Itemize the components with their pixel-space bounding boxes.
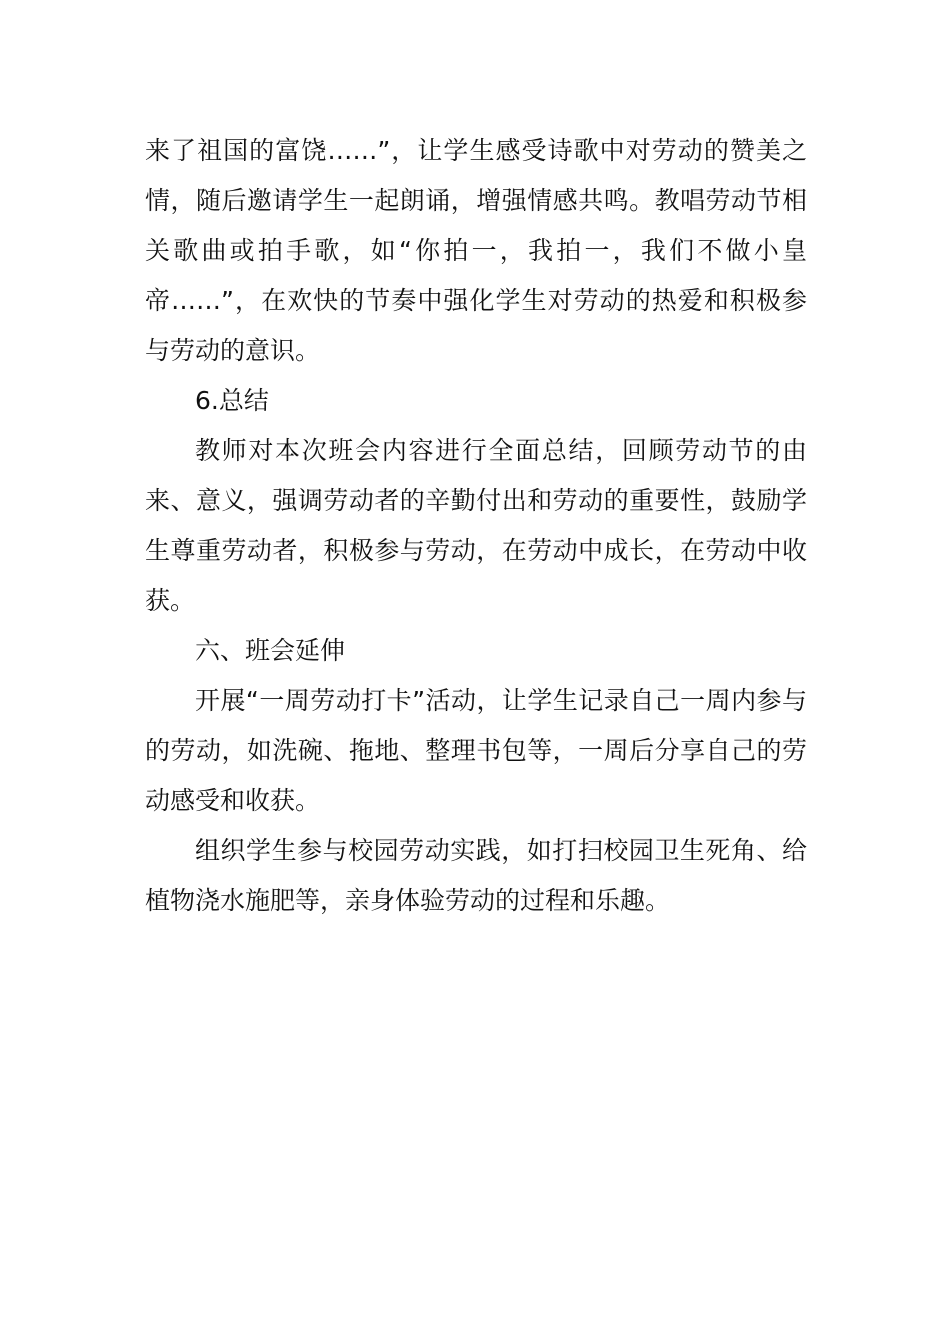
paragraph-campus-practice: 组织学生参与校园劳动实践，如打扫校园卫生死角、给植物浇水施肥等，亲身体验劳动的过程和乐趣。 — [145, 836, 807, 915]
paragraph-labor-checkin: 开展“一周劳动打卡”活动，让学生记录自己一周内参与的劳动，如洗碗、拖地、整理书包等，一周后分享自己的劳动感受和收获。 — [145, 686, 807, 815]
section-heading-extension: 六、班会延伸 — [195, 636, 346, 665]
section-heading-summary: 6.总结 — [195, 386, 269, 415]
paragraph-summary: 教师对本次班会内容进行全面总结，回顾劳动节的由来、意义，强调劳动者的辛勤付出和劳动的重要性，鼓励学生尊重劳动者，积极参与劳动，在劳动中成长，在劳动中收获。 — [145, 436, 807, 615]
document-body — [145, 126, 807, 926]
paragraph-continuation: 来了祖国的富饶……”，让学生感受诗歌中对劳动的赞美之情，随后邀请学生一起朗诵，增强情感共鸣。教唱劳动节相关歌曲或拍手歌，如“你拍一，我拍一，我们不做小皇帝……”，在欢快的节奏中强化学生对劳动的热爱和积极参与劳动的意识。 — [145, 136, 807, 365]
